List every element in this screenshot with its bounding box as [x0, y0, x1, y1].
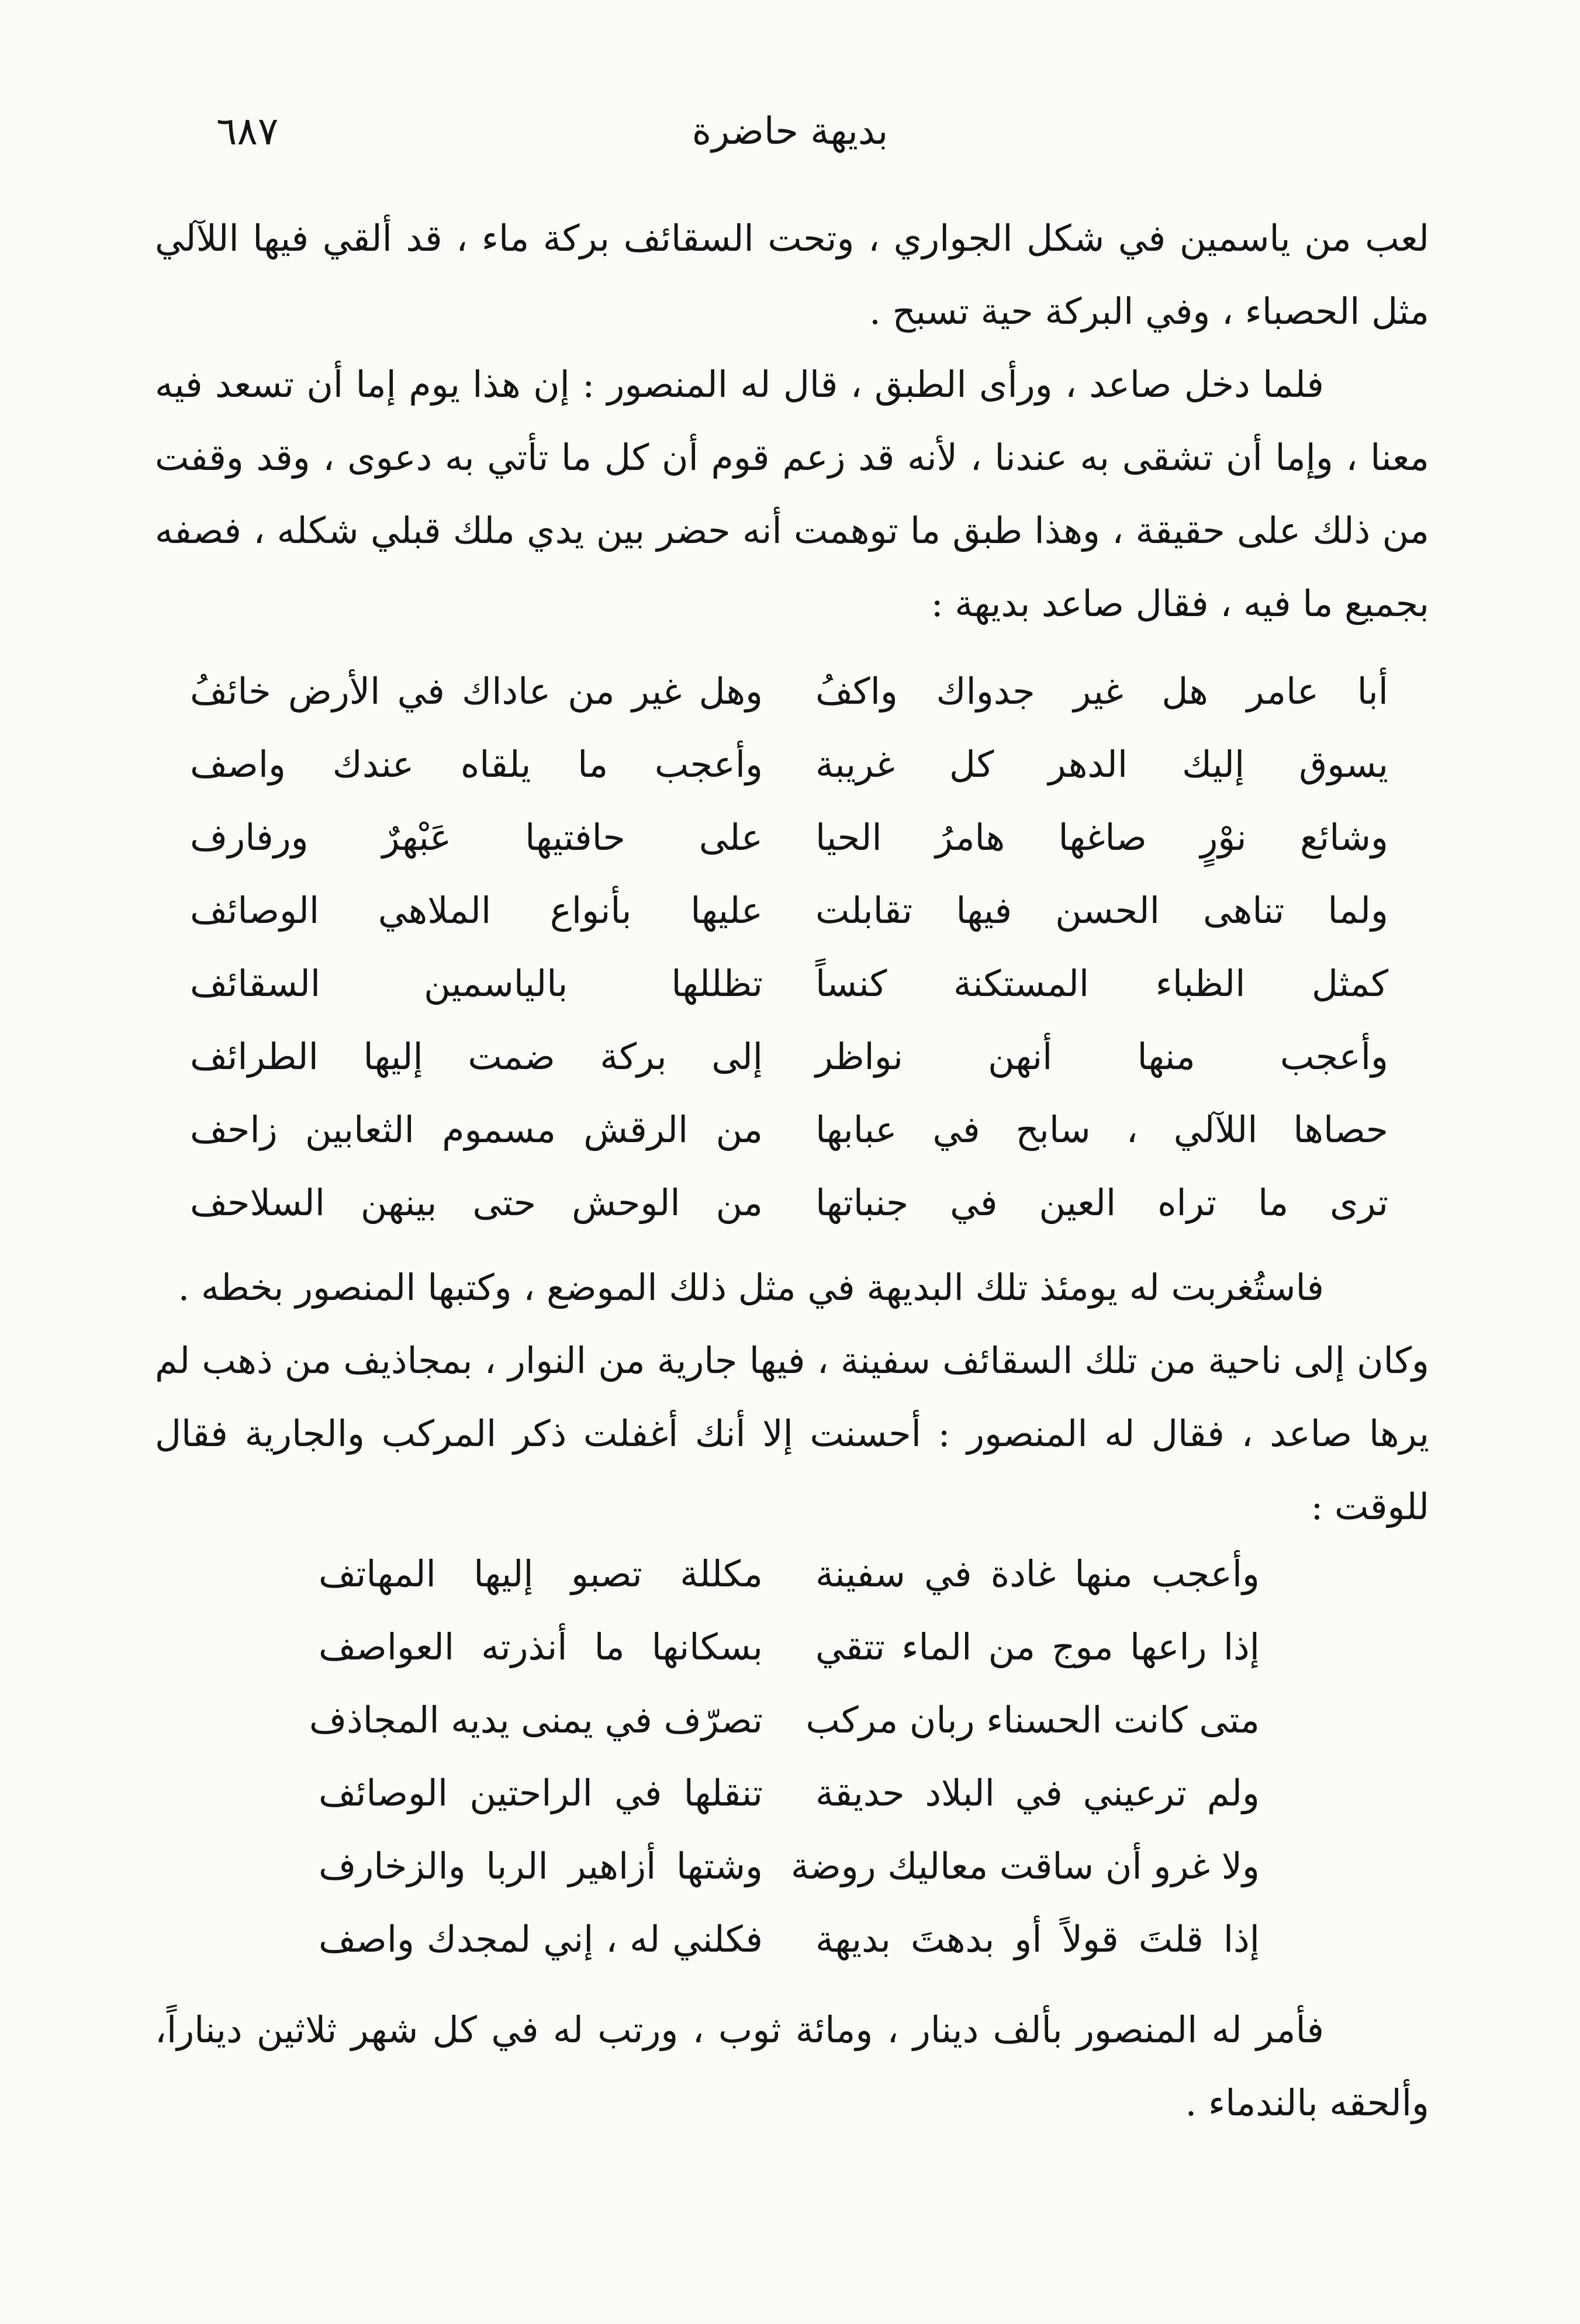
page-header: [193, 99, 1387, 164]
verse-second-hemistich: إلى بركة ضمت إليها الطرائف: [190, 1035, 763, 1078]
poem-2-verse: [319, 1537, 1260, 1610]
poem-1-verse: [190, 801, 1388, 874]
verse-second-hemistich: عليها بأنواع الملاهي الوصائف: [190, 889, 763, 932]
poem-1-verse: [190, 1093, 1388, 1166]
poem-1: [190, 655, 1388, 1239]
paragraph-2: [155, 1251, 1429, 1324]
poem-2: [309, 1537, 1260, 1976]
verse-first-hemistich: ولما تناهى الحسن فيها تقابلت: [815, 889, 1388, 932]
verse-second-hemistich: على حافتيها عَبْهرٌ ورفارف: [190, 816, 763, 859]
paragraph-2-text: فاستُغربت له يومئذ تلك البديهة في مثل ذلك الموضع ، وكتبها المنصور بخطه .: [178, 1266, 1324, 1309]
paragraph-1: [155, 348, 1429, 640]
poem-1-verse: [190, 1020, 1388, 1093]
poem-2-verse: [309, 1683, 1260, 1756]
verse-first-hemistich: ولا غرو أن ساقت معاليك روضة: [790, 1845, 1260, 1887]
verse-second-hemistich: وشتها أزاهير الربا والزخارف: [319, 1845, 763, 1887]
verse-first-hemistich: حصاها اللآلي ، سابح في عبابها: [815, 1108, 1388, 1151]
verse-first-hemistich: إذا قلتَ قولاً أو بدهتَ بديهة: [815, 1918, 1260, 1960]
poem-2-verse: [319, 1903, 1260, 1976]
paragraph-4: [155, 1993, 1429, 2139]
paragraph-3-text: وكان إلى ناحية من تلك السقائف سفينة ، فيها جارية من النوار ، بمجاذيف من ذهب لم يرها صاعد ، فقال له المنصور : أحسنت إلا أنك أغفلت ذكر المركب والجارية فقال للوقت :: [155, 1339, 1429, 1528]
poem-1-verse: [190, 1166, 1388, 1239]
poem-1-verse: [190, 728, 1388, 801]
paragraph-3: [155, 1324, 1429, 1543]
verse-first-hemistich: ترى ما تراه العين في جنباتها: [815, 1181, 1388, 1224]
poem-1-verse: [190, 655, 1388, 728]
verse-first-hemistich: وأعجب منها أنهن نواظر: [815, 1035, 1388, 1078]
verse-second-hemistich: تظللها بالياسمين السقائف: [190, 962, 763, 1005]
verse-first-hemistich: وأعجب منها غادة في سفينة: [815, 1552, 1260, 1595]
verse-first-hemistich: إذا راعها موج من الماء تتقي: [815, 1626, 1260, 1668]
verse-first-hemistich: ولم ترعيني في البلاد حديقة: [815, 1772, 1260, 1814]
verse-second-hemistich: تصرّف في يمنى يديه المجاذف: [309, 1699, 763, 1741]
verse-first-hemistich: متى كانت الحسناء ربان مركب: [805, 1699, 1260, 1741]
paragraph-4-text: فأمر له المنصور بألف دينار ، ومائة ثوب ، ورتب له في كل شهر ثلاثين ديناراً، وألحقه بالندماء .: [155, 2008, 1429, 2124]
verse-first-hemistich: وشائع نوْرٍ صاغها هامرُ الحيا: [815, 816, 1388, 859]
verse-second-hemistich: من الوحش حتى بينهن السلاحف: [190, 1181, 763, 1224]
verse-first-hemistich: أبا عامر هل غير جدواك واكفُ: [815, 670, 1388, 713]
verse-second-hemistich: بسكانها ما أنذرته العواصف: [319, 1626, 763, 1668]
poem-1-verse: [190, 947, 1388, 1020]
poem-2-verse: [319, 1830, 1260, 1903]
paragraph-1-text: فلما دخل صاعد ، ورأى الطبق ، قال له المنصور : إن هذا يوم إما أن تسعد فيه معنا ، وإما أن تشقى به عندنا ، لأنه قد زعم قوم أن كل ما تأتي به دعوى ، وقد وقفت من ذلك على حقيقة ، وهذا طبق ما توهمت أنه حضر بين يدي ملك قبلي شكله ، فصفه بجميع ما فيه ، فقال صاعد بديهة :: [155, 363, 1429, 625]
verse-first-hemistich: يسوق إليك الدهر كل غريبة: [815, 743, 1388, 786]
page-number: ٦٨٧: [216, 109, 279, 154]
verse-second-hemistich: فكلني له ، إني لمجدك واصف: [319, 1918, 763, 1960]
verse-second-hemistich: من الرقش مسموم الثعابين زاحف: [190, 1108, 763, 1151]
poem-2-verse: [319, 1610, 1260, 1683]
verse-second-hemistich: مكللة تصبو إليها المهاتف: [319, 1552, 763, 1595]
verse-second-hemistich: تنقلها في الراحتين الوصائف: [319, 1772, 763, 1814]
verse-first-hemistich: كمثل الظباء المستكنة كنساً: [815, 962, 1388, 1005]
intro-text: [155, 202, 1429, 348]
running-title: بديهة حاضرة: [692, 110, 888, 153]
intro-paragraph: لعب من ياسمين في شكل الجواري ، وتحت السقائف بركة ماء ، قد ألقي فيها اللآلي مثل الحصباء ، وفي البركة حية تسبح .: [155, 217, 1429, 333]
verse-second-hemistich: وأعجب ما يلقاه عندك واصف: [190, 743, 763, 786]
poem-2-verse: [319, 1756, 1260, 1830]
verse-second-hemistich: وهل غير من عاداك في الأرض خائفُ: [190, 670, 763, 713]
poem-1-verse: [190, 874, 1388, 947]
